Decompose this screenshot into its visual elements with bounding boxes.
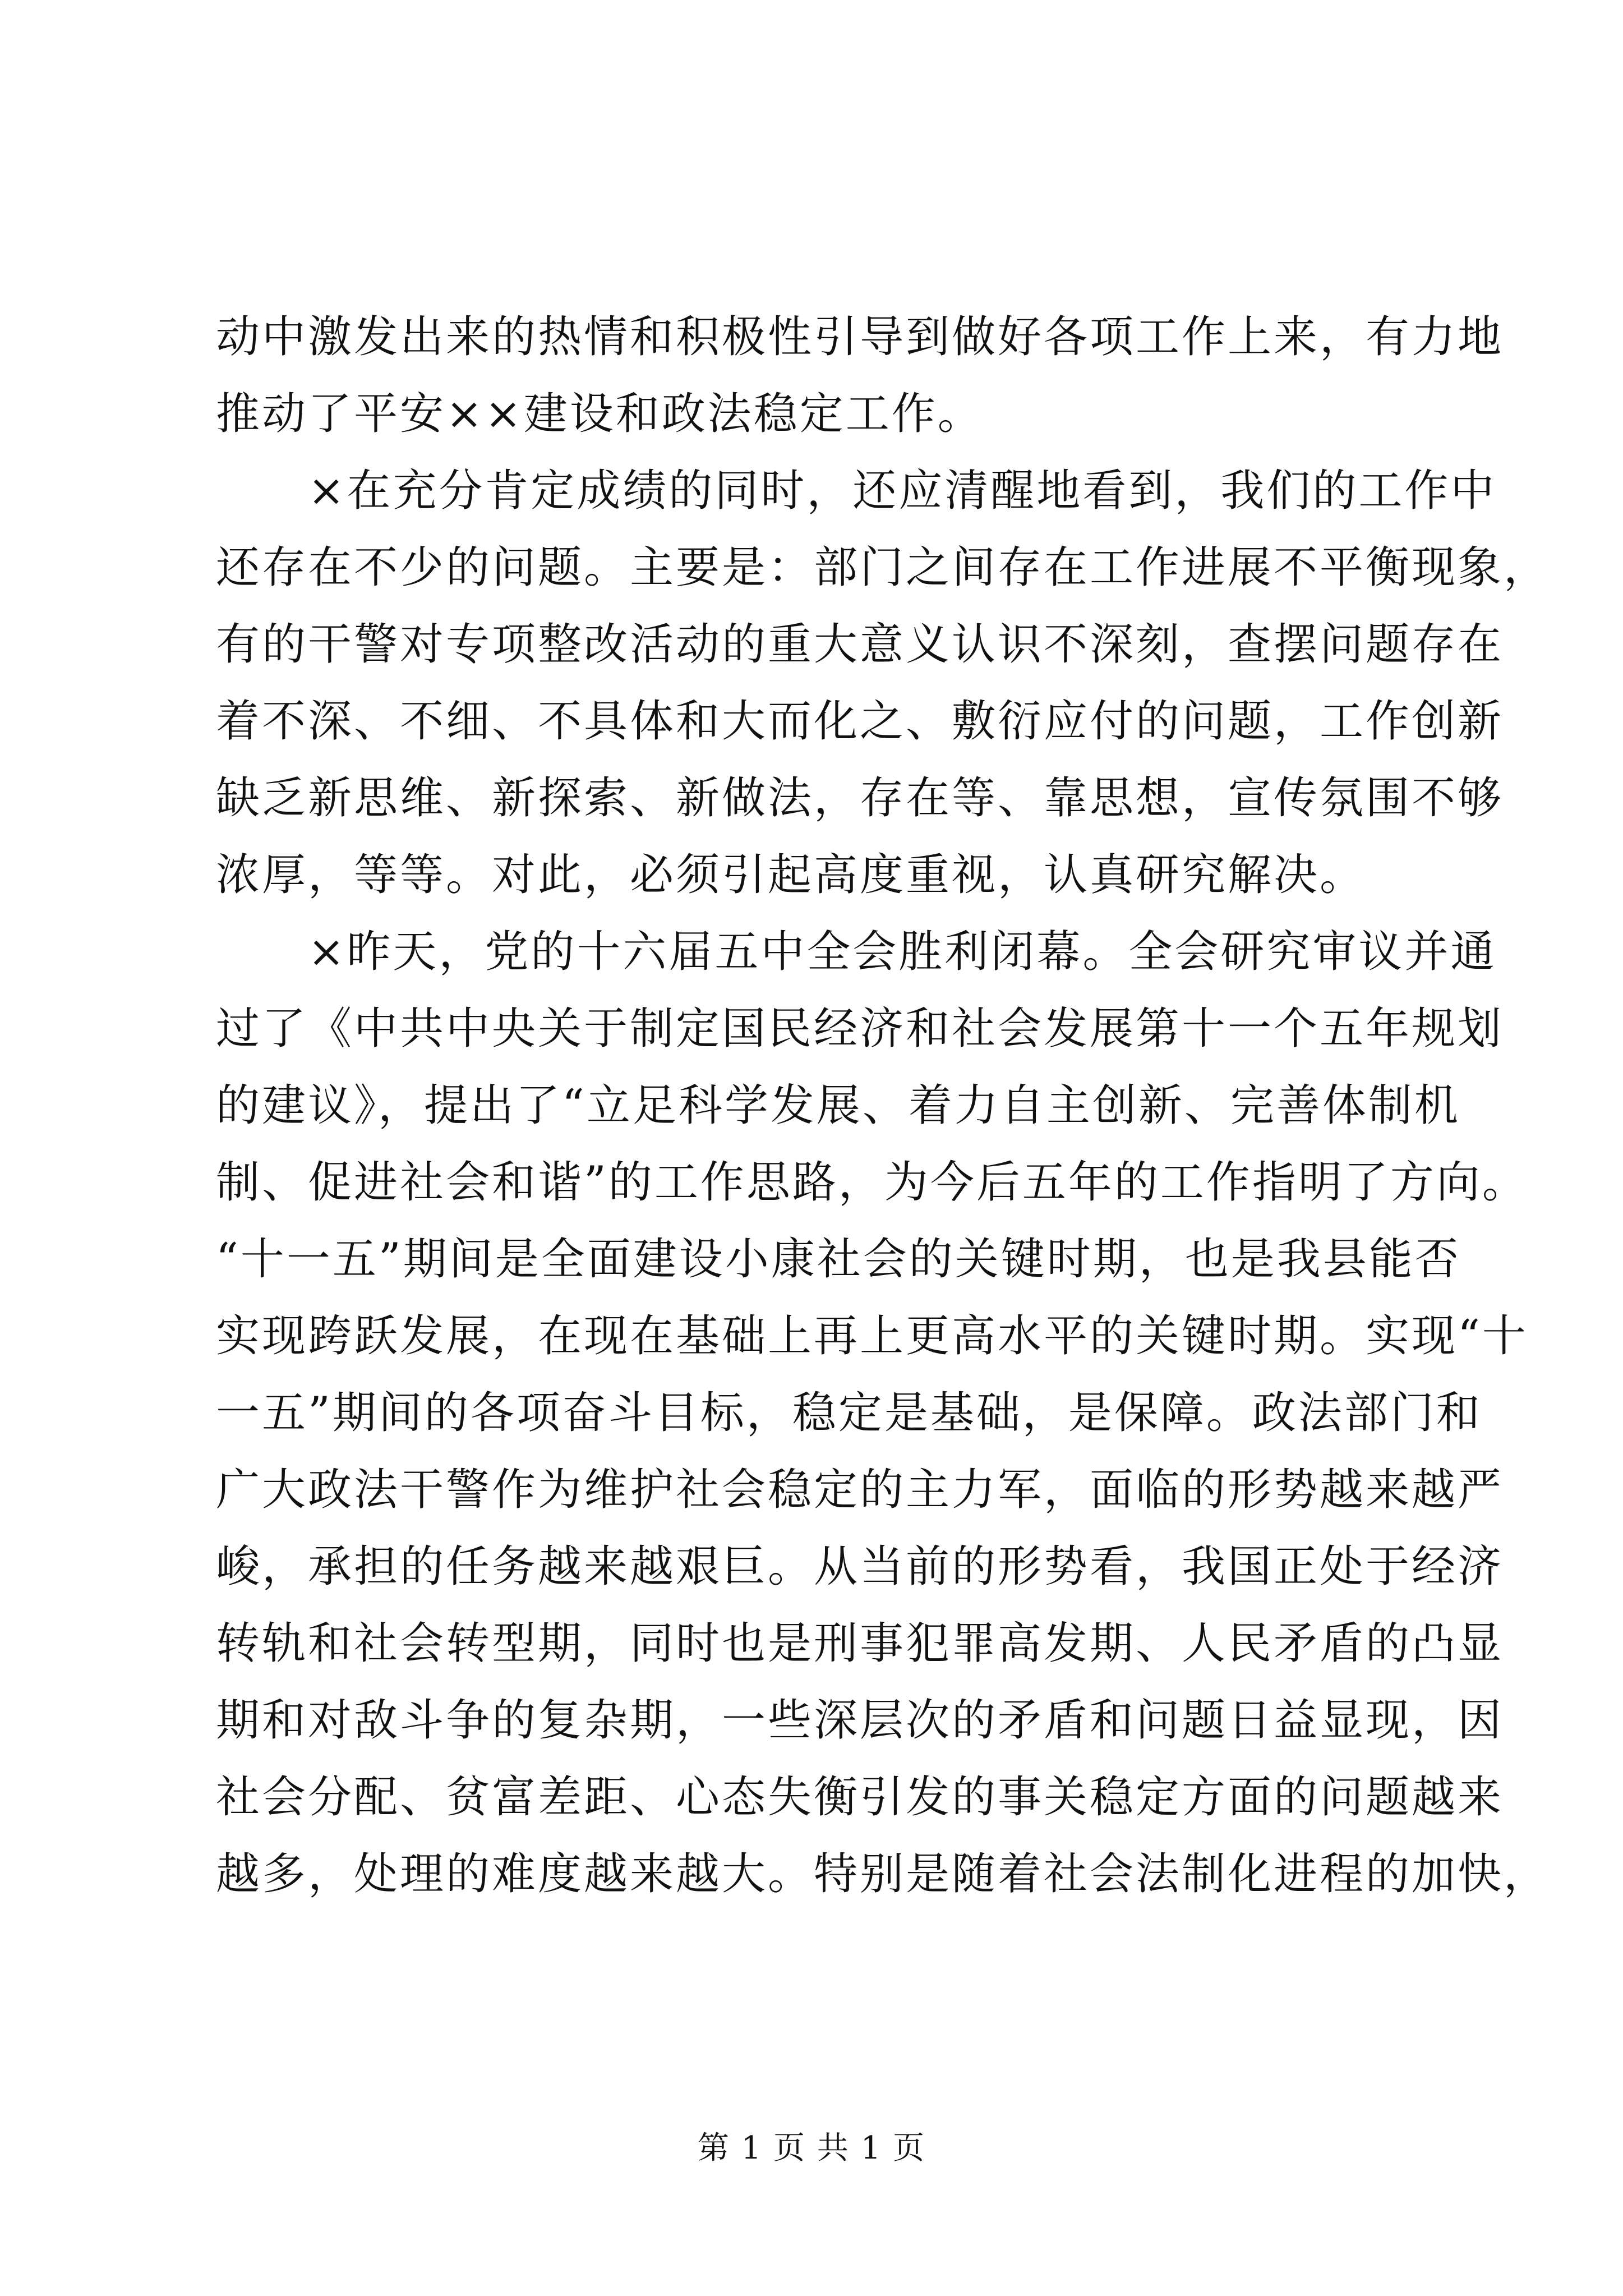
text-line: 还存在不少的问题。主要是：部门之间存在工作进展不平衡现象，: [216, 542, 1550, 593]
text-line: 过了《中共中央关于制定国民经济和社会发展第十一个五年规划: [216, 1004, 1504, 1054]
text-line: 动中激发出来的热情和积极性引导到做好各项工作上来，有力地: [216, 312, 1504, 362]
text-line: “十一五”期间是全面建设小康社会的关键时期，也是我县能否: [216, 1234, 1461, 1285]
text-line: 社会分配、贫富差距、心态失衡引发的事关稳定方面的问题越来: [216, 1772, 1504, 1823]
text-line: 制、促进社会和谐”的工作思路，为今后五年的工作指明了方向。: [216, 1157, 1528, 1208]
text-line: 一五”期间的各项奋斗目标，稳定是基础，是保障。政法部门和: [216, 1388, 1482, 1438]
text-line: 有的干警对专项整改活动的重大意义认识不深刻，查摆问题存在: [216, 619, 1504, 670]
text-line: 实现跨跃发展，在现在基础上再上更高水平的关键时期。实现“十: [216, 1311, 1528, 1361]
paragraph-2: [216, 453, 1550, 914]
page-number-footer: 第 1 页 共 1 页: [697, 2130, 926, 2166]
text-line: 转轨和社会转型期，同时也是刑事犯罪高发期、人民矛盾的凸显: [216, 1618, 1504, 1669]
text-line: 浓厚，等等。对此，必须引起高度重视，认真研究解决。: [216, 850, 1366, 900]
text-line: ×在充分肯定成绩的同时，还应清醒地看到，我们的工作中: [308, 466, 1497, 516]
text-line: 期和对敌斗争的复杂期，一些深层次的矛盾和问题日益显现，因: [216, 1695, 1504, 1746]
text-line: 峻，承担的任务越来越艰巨。从当前的形势看，我国正处于经济: [216, 1542, 1504, 1592]
paragraph-3: [216, 914, 1550, 1913]
text-line: ×昨天，党的十六届五中全会胜利闭幕。全会研究审议并通: [308, 927, 1497, 977]
text-line: 越多，处理的难度越来越大。特别是随着社会法制化进程的加快，: [216, 1849, 1550, 1899]
text-line: 的建议》，提出了“立足科学发展、着力自主创新、完善体制机: [216, 1080, 1460, 1131]
paragraph-1: [216, 299, 1504, 453]
text-line: 广大政法干警作为维护社会稳定的主力军，面临的形势越来越严: [216, 1465, 1504, 1515]
document-body: [216, 299, 1550, 1913]
text-line: 着不深、不细、不具体和大而化之、敷衍应付的问题，工作创新: [216, 696, 1504, 747]
text-line: 缺乏新思维、新探索、新做法，存在等、靠思想，宣传氛围不够: [216, 773, 1504, 823]
text-line: 推动了平安××建设和政法稳定工作。: [216, 389, 984, 439]
